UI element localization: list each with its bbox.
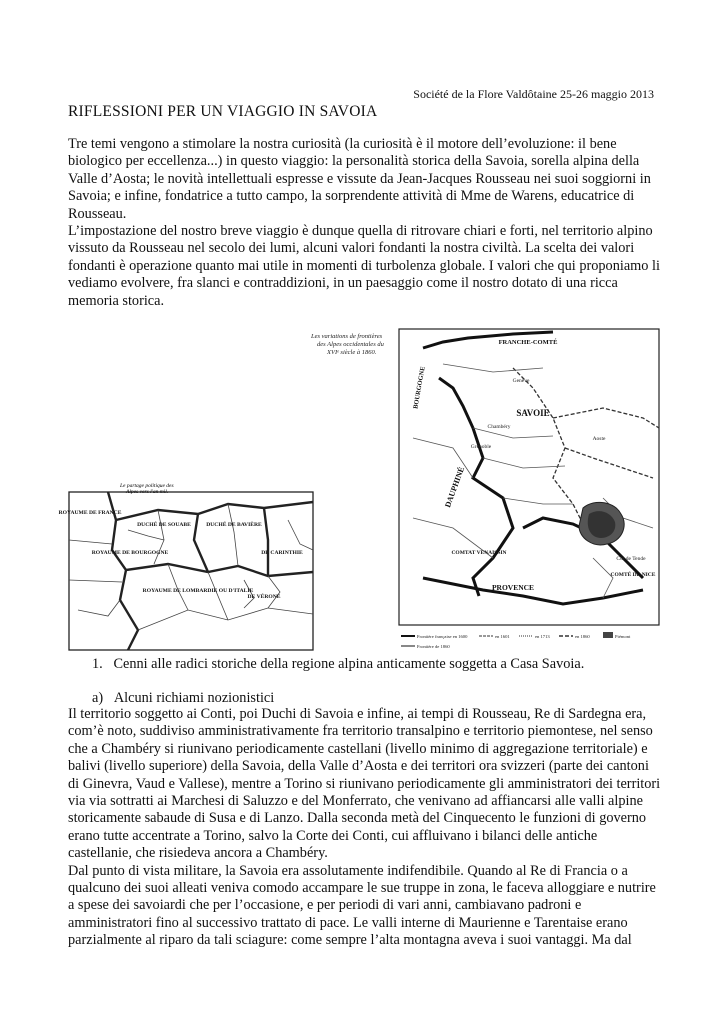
intro-paragraph-2: L’impostazione del nostro breve viaggio è dunque quella di ritrovare chiari e forti, nel territorio alpino vissuto da Rousseau nel secolo dei lumi, alcuni valori fondanti la nostra civiltà. La scelta dei valori fondanti è operazione quanto mai utile in momenti di turbolenza globale. I valori che qui proponiamo li vediamo evolvere, fra slanci e contraddizioni, in un paesaggio come il nostro dotato di una ricca memoria storica. <box>68 223 660 309</box>
map-large-legend-4: en 1860 <box>575 634 590 639</box>
map-small-label-france: ROYAUME DE FRANCE <box>58 510 122 516</box>
map-large-label-comtat: COMTAT VENAISSIN <box>451 550 507 556</box>
title-cap-2: S <box>319 103 329 120</box>
map-alps-year-1000 <box>58 480 314 652</box>
map-large-caption-3: XVIᵉ siècle à 1860. <box>327 349 377 356</box>
map-large-label-col-de-tende: Col de Tende <box>616 556 646 562</box>
map-large-label-bourgogne: BOURGOGNE <box>412 365 427 410</box>
map-small-label-lombardie: ROYAUME DE LOMBARDIE OU D'ITALIE <box>142 588 254 594</box>
map-large-legend-2: en 1601 <box>495 634 510 639</box>
title-cap-1: R <box>68 103 79 120</box>
map-large-legend-6: Frontière de 1860 <box>417 644 450 649</box>
map-large-legend <box>401 632 631 649</box>
body-paragraph-2: Dal punto di vista militare, la Savoia era assolutamente indifendibile. Quando al Re di Francia o a qualcuno dei suoi alleati veniva comodo accampare le sue truppe in zona, le faceva alloggiare e nutrire a spese dei savoiardi che per l’occasione, e per periodi di vari anni, cambiavano padroni e amministratori fino al successivo trattato di pace. Le valli interne di Maurienne e Tarentaise erano parzialmente al riparo da tali sciagure: come sempre l’alta montagna aveva i suoi vantaggi. Ma dal <box>68 862 656 949</box>
map-large-legend-1: Frontière française en 1600 <box>417 634 468 639</box>
intro-text <box>68 136 662 310</box>
section-heading-1: 1. Cenni alle radici storiche della regione alpina anticamente soggetta a Casa Savoia. <box>92 656 585 672</box>
map-large-label-chambery: Chambéry <box>487 424 511 430</box>
map-large-legend-5: Piémont <box>615 634 631 639</box>
body-text <box>68 706 662 950</box>
map-large-label-provence: PROVENCE <box>491 583 535 592</box>
map-small-caption-2: Alpes vers l'an mil. <box>126 489 169 495</box>
map-small-label-souabe: DUCHÉ DE SOUABE <box>137 522 191 528</box>
map-large-caption-2: des Alpes occidentales du <box>317 341 384 348</box>
map-large-label-aoste: Aoste <box>592 436 606 442</box>
subsection-heading-a: a) Alcuni richiami nozionistici <box>92 690 275 706</box>
map-large-caption-1: Les variations de frontières <box>311 333 383 340</box>
map-large-label-geneve: Genève <box>512 378 530 384</box>
title-rest-1: IFLESSIONI PER UN VIAGGIO IN <box>78 103 320 120</box>
title-rest-2: AVOIA <box>328 103 378 120</box>
map-large-label-nice: COMTÉ DE NICE <box>610 572 656 578</box>
map-large-label-savoie: SAVOIE <box>516 408 550 418</box>
intro-paragraph-1: Tre temi vengono a stimolare la nostra curiosità (la curiosità è il motore dell’evoluzione: il bene biologico per eccellenza...) in questo viaggio: la personalità storica della Savoia, sorella alpina della Valle d’Aosta; le novità intellettuali espresse e vissute da Jean-Jacques Rousseau nei suoi soggiorni in Savoia; e infine, fondatrice a tutto campo, la sorprendente attività di Mme de Warens, educatrice di Rousseau. <box>68 136 651 222</box>
page-title <box>68 103 377 121</box>
map-small-label-baviere: DUCHÉ DE BAVIÈRE <box>206 522 262 528</box>
map-large-label-grenoble: Grenoble <box>470 444 492 450</box>
map-large-label-dauphine: DAUPHINÉ <box>443 465 467 509</box>
map-small-label-verone: DE VÉRONE <box>247 594 281 600</box>
map-large-legend-3: en 1713 <box>535 634 550 639</box>
map-large-label-franche-comte: FRANCHE-COMTÉ <box>498 339 558 346</box>
map-western-alps-frontiers <box>303 328 661 652</box>
body-paragraph-1: Il territorio soggetto ai Conti, poi Duchi di Savoia e infine, ai tempi di Rousseau, Re di Sardegna era, com’è noto, suddiviso amministrativamente fra territorio transalpino e territorio piemontese, nel senso che a Chambéry si riunivano periodicamente castellani (livello minimo di aggregazione territoriale) e balivi (livello superiore) della Savoia, della Valle d’Aosta e dei territori ora svizzeri (parte dei cantoni di Ginevra, Vaud e Vallese), mentre a Torino si riunivano periodicamente gli amministratori dei territori via via sottratti ai Marchesi di Saluzzo e del Monferrato, che venivano ad affiancarsi alle valli alpine storicamente sabaude di Susa e di Lanzo. Dalla seconda metà del Cinquecento le funzioni di governo erano tutte accentrate a Torino, salvo la Corte dei Conti, cui affluivano i bilanci delle antiche castellanie, che risiedeva ancora a Chambéry. <box>68 706 661 862</box>
map-small-label-carinthie: DE CARINTHIE <box>261 550 303 556</box>
page-header: Société de la Flore Valdôtaine 25-26 maggio 2013 <box>413 87 654 101</box>
map-small-label-bourgogne: ROYAUME DE BOURGOGNE <box>91 550 169 556</box>
map-small-caption-1: Le partage politique des <box>120 483 174 489</box>
